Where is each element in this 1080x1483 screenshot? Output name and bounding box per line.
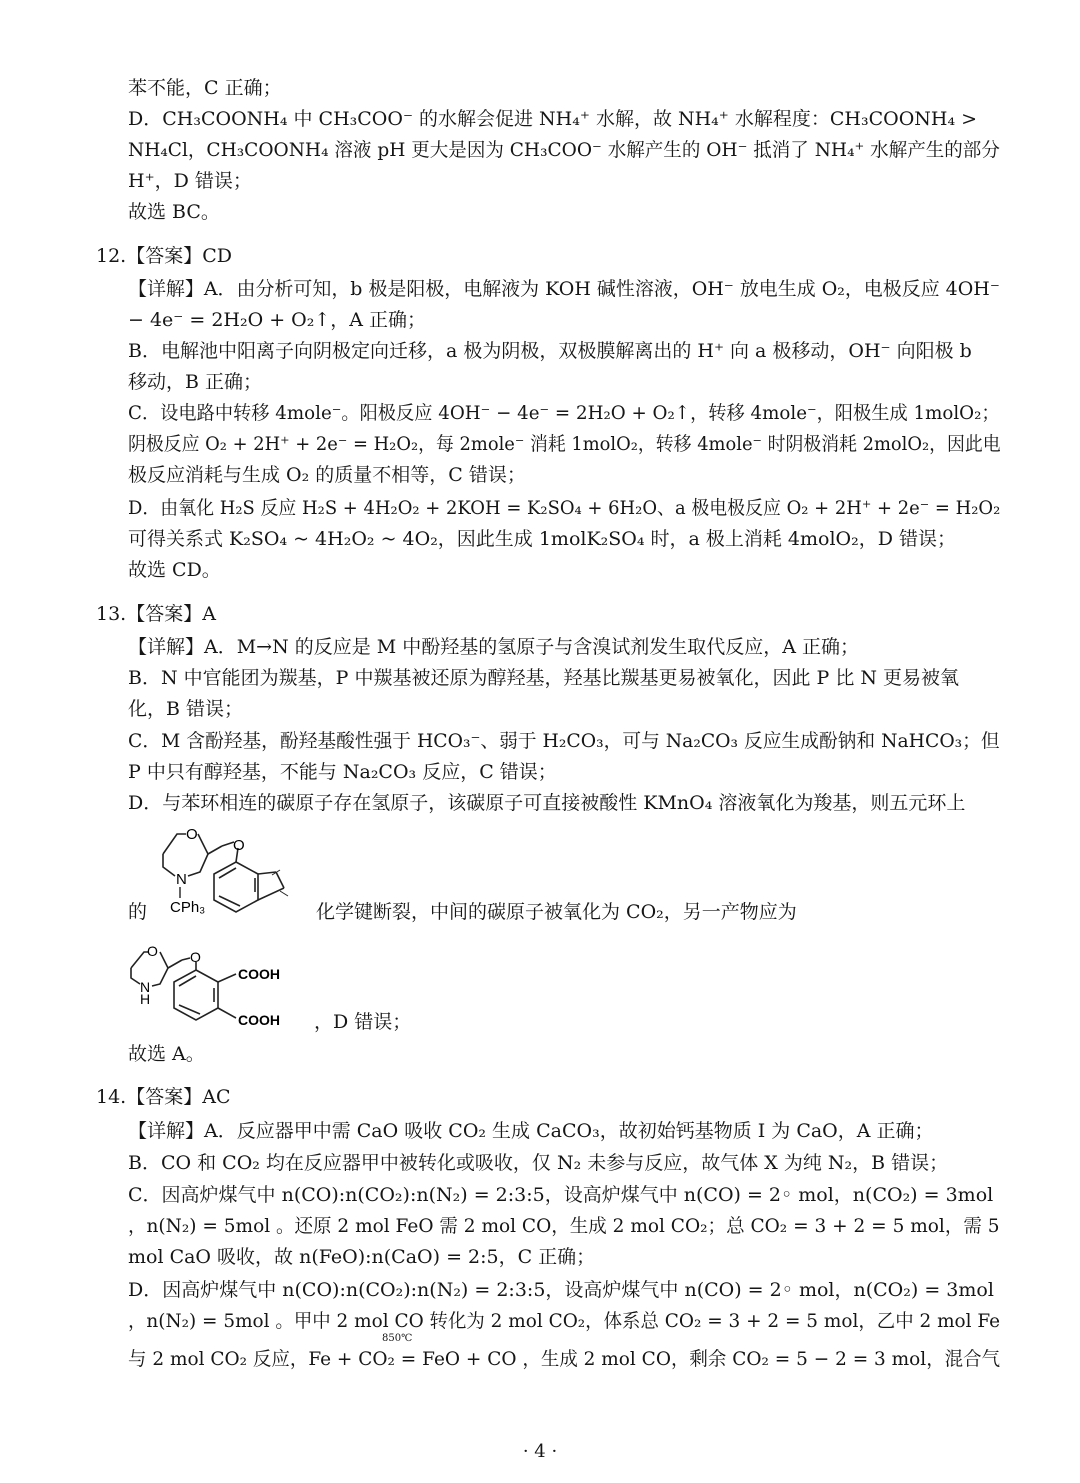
atom-label: O bbox=[190, 949, 201, 965]
text-line: 【详解】A．M→N 的反应是 M 中酚羟基的氢原子与含溴试剂发生取代反应，A 正确； bbox=[128, 636, 860, 658]
text-line: 可得关系式 K₂SO₄ ~ 4H₂O₂ ~ 4O₂，因此生成 1molK₂SO₄ 时，a 极上消耗 4molO₂，D 错误； bbox=[128, 528, 957, 550]
text-line: B．CO 和 CO₂ 均在反应器甲中被转化或吸收，仅 N₂ 未参与反应，故气体 X 为纯 N₂，B 错误； bbox=[128, 1152, 949, 1174]
text-line: 阴极反应 O₂ + 2H⁺ + 2e⁻ = H₂O₂，每 2mole⁻ 消耗 1molO₂，转移 4mole⁻ 时阴极消耗 2molO₂，因此电 bbox=[128, 433, 1001, 455]
atom-label: N bbox=[140, 979, 151, 995]
text-line: C．M 含酚羟基，酚羟基酸性强于 HCO₃⁻、弱于 H₂CO₃，可与 Na₂CO₃ 反应生成酚钠和 NaHCO₃；但 bbox=[128, 730, 1000, 752]
atom-label: H bbox=[140, 991, 151, 1007]
atom-label: O bbox=[147, 943, 158, 959]
answer-heading-13: 13.【答案】A bbox=[96, 603, 216, 625]
text-line: ，n(N₂) = 5mol 。甲中 2 mol CO 转化为 2 mol CO₂，体系总 CO₂ = 3 + 2 = 5 mol，乙中 2 mol Fe bbox=[128, 1310, 1001, 1332]
atom-label: O bbox=[186, 826, 198, 843]
text-line: B．N 中官能团为羰基，P 中羰基被还原为醇羟基，羟基比羰基更易被氧化，因此 P 比 N 更易被氧 bbox=[128, 667, 960, 689]
text-line: C．设电路中转移 4mole⁻。阳极反应 4OH⁻ − 4e⁻ = 2H₂O + O₂↑，转移 4mole⁻，阳极生成 1molO₂； bbox=[128, 402, 1000, 424]
answer-heading-12: 12.【答案】CD bbox=[96, 245, 232, 267]
group-label: COOH bbox=[238, 966, 280, 982]
answer-heading-14: 14.【答案】AC bbox=[96, 1086, 231, 1108]
text-line: 移动，B 正确； bbox=[128, 371, 263, 393]
molecule-structure-1 bbox=[148, 812, 328, 930]
atom-label: O bbox=[233, 837, 245, 854]
text-line: H⁺，D 错误； bbox=[128, 170, 252, 192]
atom-label: N bbox=[176, 871, 187, 888]
text-line: mol CaO 吸收，故 n(FeO):n(CaO) = 2:5，C 正确； bbox=[128, 1246, 596, 1268]
text-line: D．CH₃COONH₄ 中 CH₃COO⁻ 的水解会促进 NH₄⁺ 水解，故 NH₄⁺ 水解程度：CH₃COONH₄ > bbox=[128, 108, 978, 130]
text-line: ，n(N₂) = 5mol 。还原 2 mol FeO 需 2 mol CO，生成 2 mol CO₂；总 CO₂ = 3 + 2 = 5 mol，需 5 bbox=[128, 1215, 1000, 1237]
text-line: 化学键断裂，中间的碳原子被氧化为 CO₂，另一产物应为 bbox=[316, 901, 797, 923]
text-line: 苯不能，C 正确； bbox=[128, 77, 282, 99]
text-line: D．由氧化 H₂S 反应 H₂S + 4H₂O₂ + 2KOH = K₂SO₄ + 6H₂O、a 极电极反应 O₂ + 2H⁺ + 2e⁻ = H₂O₂ bbox=[128, 497, 1001, 519]
text-line: NH₄Cl，CH₃COONH₄ 溶液 pH 更大是因为 CH₃COO⁻ 水解产生的 OH⁻ 抵消了 NH₄⁺ 水解产生的部分 bbox=[128, 139, 1000, 161]
text-line: ，D 错误； bbox=[314, 1011, 412, 1033]
group-label: COOH bbox=[238, 1012, 280, 1028]
text-line: 故选 BC。 bbox=[128, 201, 220, 223]
text-line: 【详解】A．由分析可知，b 极是阳极，电解液为 KOH 碱性溶液，OH⁻ 放电生成 O₂，电极反应 4OH⁻ bbox=[128, 278, 1000, 300]
reaction-condition: 850℃ bbox=[382, 1333, 413, 1344]
text-line: C．因高炉煤气中 n(CO):n(CO₂):n(N₂) = 2:3:5，设高炉煤气中 n(CO) = 2◦ mol，n(CO₂) = 3mol bbox=[128, 1184, 994, 1206]
text-line: − 4e⁻ = 2H₂O + O₂↑，A 正确； bbox=[128, 309, 427, 331]
page-number: · 4 · bbox=[522, 1441, 558, 1462]
atom-label: CPh₃ bbox=[170, 899, 206, 916]
text-line: 【详解】A．反应器甲中需 CaO 吸收 CO₂ 生成 CaCO₃，故初始钙基物质 I 为 CaO，A 正确； bbox=[128, 1120, 934, 1142]
text-line: B．电解池中阳离子向阴极定向迁移，a 极为阴极，双极膜解离出的 H⁺ 向 a 极移动，OH⁻ 向阳极 b bbox=[128, 340, 972, 362]
text-line: D．因高炉煤气中 n(CO):n(CO₂):n(N₂) = 2:3:5，设高炉煤气中 n(CO) = 2◦ mol，n(CO₂) = 3mol bbox=[128, 1279, 994, 1301]
molecule-structure-2 bbox=[126, 930, 306, 1040]
text-line: 故选 CD。 bbox=[128, 559, 221, 581]
text-line: 极反应消耗与生成 O₂ 的质量不相等，C 错误； bbox=[128, 464, 526, 486]
text-line: 化，B 错误； bbox=[128, 698, 244, 720]
text-line: D．与苯环相连的碳原子存在氢原子，该碳原子可直接被酸性 KMnO₄ 溶液氧化为羧基，则五元环上 bbox=[128, 792, 966, 814]
text-line: 故选 A。 bbox=[128, 1043, 205, 1065]
text-line: P 中只有醇羟基，不能与 Na₂CO₃ 反应，C 错误； bbox=[128, 761, 557, 783]
text-line: 与 2 mol CO₂ 反应，Fe + CO₂ = FeO + CO ，生成 2 mol CO，剩余 CO₂ = 5 − 2 = 3 mol，混合气 bbox=[128, 1348, 1001, 1370]
text-line: 的 bbox=[128, 901, 148, 923]
